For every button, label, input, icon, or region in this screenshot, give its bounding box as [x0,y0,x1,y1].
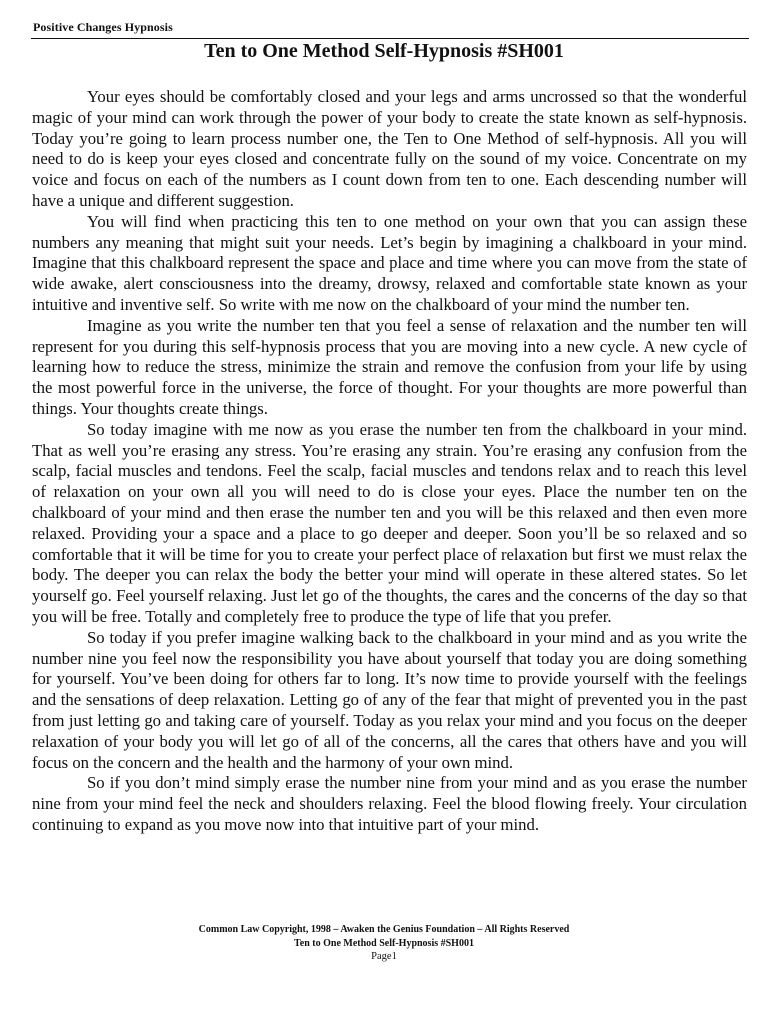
page-number: Page1 [371,951,397,962]
page-title: Ten to One Method Self-Hypnosis #SH001 [204,40,564,62]
paragraph: So if you don’t mind simply erase the number nine from your mind and as you erase the number nine from your mind feel the neck and shoulders relaxing. Feel the blood flowing freely. Your circulation continuing to expand as you move now into that intuitive part of your mind. [32,773,747,834]
footer-copyright: Common Law Copyright, 1998 – Awaken the Genius Foundation – All Rights Reserved [198,924,570,935]
paragraph: So today imagine with me now as you erase the number ten from the chalkboard in your mind. That as well you’re erasing any stress. You’re erasing any strain. You’re erasing any confusion from the scalp, facial muscles and tendons. Feel the scalp, facial muscles and tendons relax and to reach this level of relaxation on your own all you will need to do is close your eyes. Place the number ten on the chalkboard of your mind and then erase the number ten and you will be this relaxed and then even more relaxed. Providing your a space and a place to go deeper and deeper. Soon you’ll be so relaxed and so comfortable that it will be time for you to create your perfect place of relaxation but first we must relax the body. The deeper you can relax the body the better your mind will operate in these altered states. So let yourself go. Feel yourself relaxing. Just let go of the thoughts, the cares and the concerns of the day so that you will be free. Totally and completely free to produce the type of life that you prefer. [32,419,747,626]
paragraph: Your eyes should be comfortably closed and your legs and arms uncrossed so that the wonderful magic of your mind can work through the power of your body to create the state known as self-hypnosis. Today you’re going to learn process number one, the Ten to One Method of self-hypnosis. All you will need to do is keep your eyes closed and concentrate fully on the sound of my voice. Concentrate on my voice and focus on each of the numbers as I count down from ten to one. Each descending number will have a unique and different suggestion. [32,87,747,210]
paragraph: You will find when practicing this ten to one method on your own that you can assign these numbers any meaning that might suit your needs. Let’s begin by imagining a chalkboard in your mind. Imagine that this chalkboard represent the space and place and time where you can move from the state of wide awake, alert consciousness into the dreamy, drowsy, relaxed and comfortable state known as your intuitive and inventive self. So write with me now on the chalkboard of your mind the number ten. [32,211,747,314]
header-brand: Positive Changes Hypnosis [33,20,173,34]
footer [0,923,768,964]
paragraph: So today if you prefer imagine walking back to the chalkboard in your mind and as you write the number nine you feel now the responsibility you have about yourself that today you are doing something for yourself. You’ve been doing for others far to long. It’s now time to provide yourself with the feelings and the sensations of deep relaxation. Letting go of any of the fear that might of prevented you in the past from just letting go and taking care of yourself. Today as you relax your mind and you focus on the deeper relaxation of your body you will let go of all of the concerns, all the cares that others have and you will focus on the concern and the health and the harmony of your own mind. [32,627,747,772]
header-rule [31,38,749,39]
body-text [32,87,747,836]
footer-doc-title: Ten to One Method Self-Hypnosis #SH001 [294,937,474,949]
paragraph: Imagine as you write the number ten that you feel a sense of relaxation and the number ten will represent for you during this self-hypnosis process that you are moving into a new cycle. A new cycle of learning how to reduce the stress, minimize the strain and remove the confusion from your life by using the most powerful force in the universe, the force of thought. For your thoughts are more powerful than things. Your thoughts create things. [32,315,747,418]
